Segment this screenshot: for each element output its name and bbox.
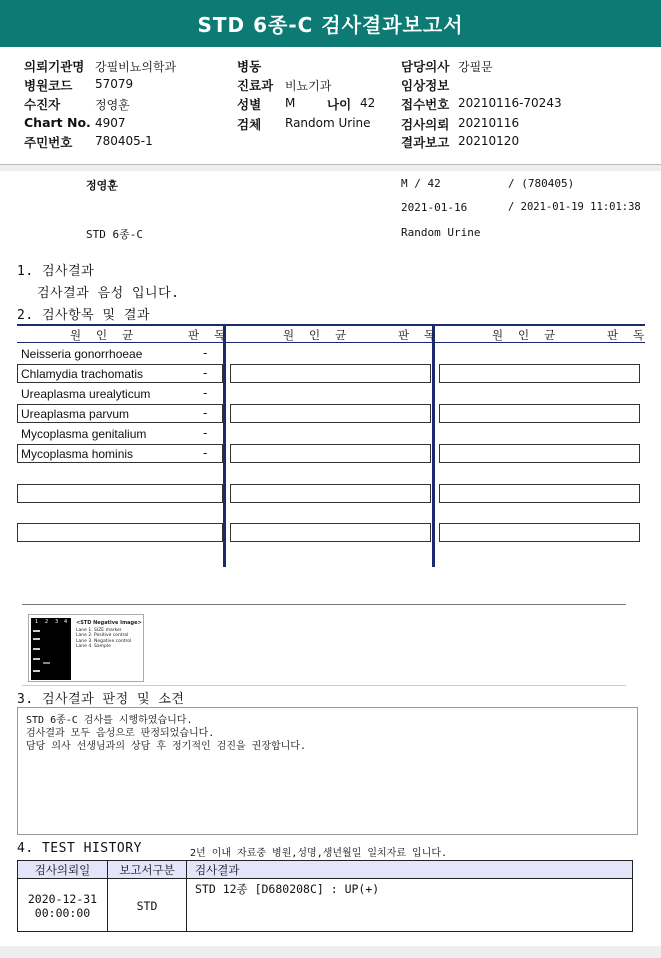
section1-result-text: 검사결과 음성 입니다. [37,286,180,301]
lane-number: 1 [35,619,39,625]
history-date: 2020-12-31 [27,891,98,906]
specimen-value: Random Urine [285,116,371,130]
row-box [230,444,431,463]
report-title: STD 6종-C 검사결과보고서 [0,0,661,47]
row-box [230,523,431,542]
gel-legend-line: Lane 3. Negative control [76,638,132,644]
column-separator-2 [432,324,435,567]
organism-result: - [203,426,208,440]
col1-result-header: 판 독 [188,328,230,342]
organism-name: Ureaplasma parvum [21,407,130,421]
image-top-rule [22,604,626,605]
history-cell-date [18,879,108,932]
gel-band [43,662,50,664]
sex-label: 성별 [237,97,262,112]
patient-info-panel [0,47,661,165]
row-box [17,523,223,542]
organism-result: - [203,446,208,460]
chart-value: 4907 [95,116,126,130]
row-box [230,404,431,423]
organism-result: - [203,386,208,400]
grid-top-border [17,324,645,326]
section4-heading: 4. TEST HISTORY [17,841,142,856]
sub-test-name: STD 6종-C [86,228,143,241]
organism-name: Ureaplasma urealyticum [21,387,151,401]
row-box [439,364,640,383]
sub-date-request: 2021-01-16 [401,201,468,214]
sub-specimen: Random Urine [401,226,481,239]
sub-birth: / (780405) [508,177,575,190]
lane-number: 4 [64,619,68,625]
row-box [230,364,431,383]
column-separator-1 [223,324,226,567]
hospcode-label: 병원코드 [24,78,73,93]
request-value: 20210116 [458,116,520,130]
opinion-line: 검사결과 모두 음성으로 판정되었습니다. [26,728,215,739]
col3-result-header: 판 독 [607,328,649,342]
receipt-label: 접수번호 [401,97,450,112]
age-value: 42 [360,96,376,110]
history-header-date: 검사의뢰일 [18,861,108,879]
history-cell-type: STD [108,879,187,932]
ward-label: 병동 [237,59,262,74]
gel-band [33,638,40,640]
dept-label: 진료과 [237,78,274,93]
hospcode-value: 57079 [95,77,134,91]
receipt-value: 20210116-70243 [458,96,562,110]
lane-number: 3 [55,619,59,625]
doctor-label: 담당의사 [401,59,450,74]
col2-result-header: 판 독 [398,328,440,342]
doctor-value: 강필문 [458,60,493,74]
organism-name: Mycoplasma hominis [21,447,134,461]
sub-patient-name: 정영훈 [86,179,118,192]
hospital-value: 강필비뇨의학과 [95,60,177,74]
organism-result: - [203,346,208,360]
organism-result: - [203,366,208,380]
image-bottom-rule [22,685,626,686]
divider-strip [0,165,661,171]
row-box [439,523,640,542]
rrn-value: 780405-1 [95,134,153,148]
col3-organism-header: 원 인 균 [492,328,560,342]
opinion-line: 담당 의사 선생님과의 상담 후 정기적인 검진을 권장합니다. [26,741,307,752]
report-date-label: 결과보고 [401,135,450,150]
row-box [439,444,640,463]
gel-band [33,658,40,660]
history-header-result: 검사결과 [187,861,632,879]
section1-heading: 1. 검사결과 [17,264,95,279]
gel-title: <STD Negative Image> [76,620,142,626]
section2-heading: 2. 검사항목 및 결과 [17,308,151,323]
gel-lanes-image [31,618,71,680]
col2-organism-header: 원 인 균 [283,328,351,342]
dept-value: 비뇨기과 [285,79,332,93]
patient-value: 정영훈 [95,98,130,112]
chart-label: Chart No. [24,115,91,130]
gel-legend-line: Lane 4. Sample [76,644,111,649]
age-label: 나이 [327,97,352,112]
history-note: 2년 이내 자료중 병원,성명,생년월일 일치자료 입니다. [190,848,448,859]
request-label: 검사의뢰 [401,117,450,132]
organism-result: - [203,406,208,420]
sub-date-report: / 2021-01-19 11:01:38 [508,201,641,213]
organism-name: Neisseria gonorrhoeae [21,347,143,361]
hospital-label: 의뢰기관명 [24,59,85,74]
gel-band [33,648,40,650]
lane-number: 2 [45,619,49,625]
history-header-type: 보고서구분 [108,861,187,879]
report-date-value: 20210120 [458,134,520,148]
opinion-box [17,707,638,835]
gel-band [33,670,40,672]
row-box [439,404,640,423]
patient-label: 수진자 [24,97,61,112]
bottom-strip [0,946,661,958]
gel-legend-line: Lane 1. SIZE marker [76,627,122,633]
section3-heading: 3. 검사결과 판정 및 소견 [17,692,185,707]
clinical-label: 임상정보 [401,78,450,93]
history-time: 00:00:00 [34,905,91,920]
sex-value: M [285,96,296,110]
rrn-label: 주민번호 [24,135,73,150]
gel-legend-line: Lane 2. Positive control [76,633,129,638]
organism-name: Mycoplasma genitalium [21,427,147,441]
sub-sex-age: M / 42 [401,177,441,190]
col1-organism-header: 원 인 균 [70,328,138,342]
history-cell-result: STD 12종 [D680208C] : UP(+) [195,882,380,896]
history-table [17,860,633,932]
specimen-label: 검체 [237,117,262,132]
gel-image [28,614,144,682]
opinion-line: STD 6종-C 검사를 시행하였습니다. [26,715,193,726]
row-box [230,484,431,503]
gel-band [33,630,40,632]
row-box [17,484,223,503]
row-box [439,484,640,503]
gel-legend [76,621,142,650]
organism-name: Chlamydia trachomatis [21,367,144,381]
